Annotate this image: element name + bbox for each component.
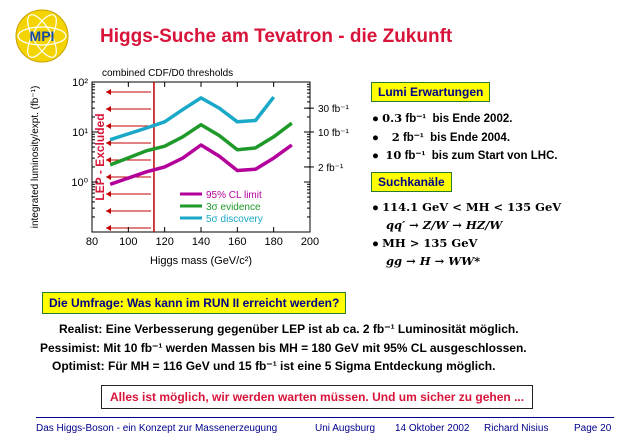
lumi-unit: fb⁻¹: [404, 150, 426, 162]
x-tick-label: 140: [191, 236, 211, 248]
channel-mass-range: MH > 135 GeV: [382, 236, 478, 250]
x-tick-label: 200: [300, 236, 320, 248]
x-tick-label: 80: [85, 236, 99, 248]
excluded-arrowhead: [106, 208, 111, 214]
lumi-value: 0.3: [382, 111, 403, 125]
y-axis-label: integrated luminosity/expt. (fb⁻¹): [30, 85, 41, 229]
logo-text: MPI: [29, 28, 55, 44]
mpi-logo: [14, 8, 70, 64]
scenario-text: Mit 10 fb⁻¹ werden Massen bis MH = 180 GeV mit 95% CL ausgeschlossen.: [103, 341, 527, 355]
channel-mass-range: 114.1 GeV < MH < 135 GeV: [382, 200, 562, 214]
x-tick-label: 120: [155, 236, 174, 248]
legend-label: 5σ discovery: [206, 214, 263, 225]
channel-item: ● MH > 135 GeV: [372, 236, 478, 250]
lumi-value: 10: [385, 148, 402, 162]
channel-item: ● 114.1 GeV < MH < 135 GeV: [372, 200, 562, 214]
legend-label: 95% CL limit: [206, 190, 262, 201]
scenario-pessimist: [40, 341, 527, 355]
lumi-text: bis Ende 2004.: [430, 132, 511, 144]
lumi-unit: fb⁻¹: [402, 132, 424, 144]
footer-page: Page 20: [574, 423, 612, 434]
conclusion-box: Alles ist möglich, wir werden warten müssen. Und um sicher zu gehen ...: [101, 385, 533, 409]
scenario-text: Für MH = 116 GeV und 15 fb⁻¹ ist eine 5 Sigma Entdeckung möglich.: [108, 359, 496, 373]
footer-date: 14 Oktober 2002: [395, 423, 470, 434]
series-line: [110, 97, 274, 140]
excluded-arrowhead: [106, 89, 111, 95]
lumi-text: bis zum Start von LHC.: [431, 150, 558, 162]
scenario-label: Realist:: [59, 322, 103, 336]
scenario-label: Pessimist:: [40, 341, 101, 355]
chart-title: combined CDF/D0 thresholds: [102, 68, 234, 79]
footer-place: Uni Augsburg: [315, 423, 376, 434]
slide-title: Higgs-Suche am Tevatron - die Zukunft: [100, 26, 453, 47]
lumi-unit: fb⁻¹: [405, 113, 427, 125]
footer-author: Richard Nisius: [484, 423, 549, 434]
x-axis-label: Higgs mass (GeV/c²): [149, 255, 253, 267]
ref-tick-label: 2 fb⁻¹: [318, 162, 344, 174]
y-tick-label: 10⁰: [71, 177, 88, 189]
excluded-arrowhead: [106, 225, 111, 231]
luminosity-chart: [26, 62, 356, 272]
y-tick-label: 10²: [72, 77, 88, 89]
lumi-item: ● 2 fb⁻¹ bis Ende 2004.: [372, 130, 511, 144]
scenario-realist: [59, 322, 519, 336]
scenario-label: Optimist:: [52, 359, 105, 373]
x-tick-label: 160: [228, 236, 247, 248]
legend-label: 3σ evidence: [206, 202, 261, 213]
x-tick-label: 180: [264, 236, 283, 248]
ref-tick-label: 10 fb⁻¹: [318, 128, 349, 139]
question-banner: Die Umfrage: Was kann im RUN II erreicht werden?: [42, 292, 346, 314]
lumi-text: bis Ende 2002.: [432, 113, 513, 125]
scenario-optimist: [52, 359, 495, 373]
scenario-text: Eine Verbesserung gegenüber LEP ist ab ca. 2 fb⁻¹ Luminosität möglich.: [105, 322, 519, 336]
lumi-heading: Lumi Erwartungen: [371, 82, 490, 102]
channel-process: gg → H → WW*: [386, 254, 481, 268]
ref-tick-label: 30 fb⁻¹: [318, 104, 349, 116]
footer-talk: Das Higgs-Boson - ein Konzept zur Massenerzeugung: [36, 423, 278, 434]
footer-divider: [36, 417, 614, 418]
lumi-item: ● 10 fb⁻¹ bis zum Start von LHC.: [372, 148, 558, 162]
series-line: [110, 145, 292, 184]
excluded-arrowhead: [106, 106, 111, 112]
suchkanaele-heading: Suchkanäle: [371, 172, 452, 192]
x-tick-label: 100: [119, 236, 138, 248]
excluded-label: LEP - Excluded: [93, 113, 107, 201]
lumi-value: 2: [391, 130, 400, 144]
y-tick-label: 10¹: [72, 127, 88, 139]
channel-process: qq′ → Z/W → HZ/W: [386, 218, 503, 232]
lumi-item: ● 0.3 fb⁻¹ bis Ende 2002.: [372, 111, 513, 125]
